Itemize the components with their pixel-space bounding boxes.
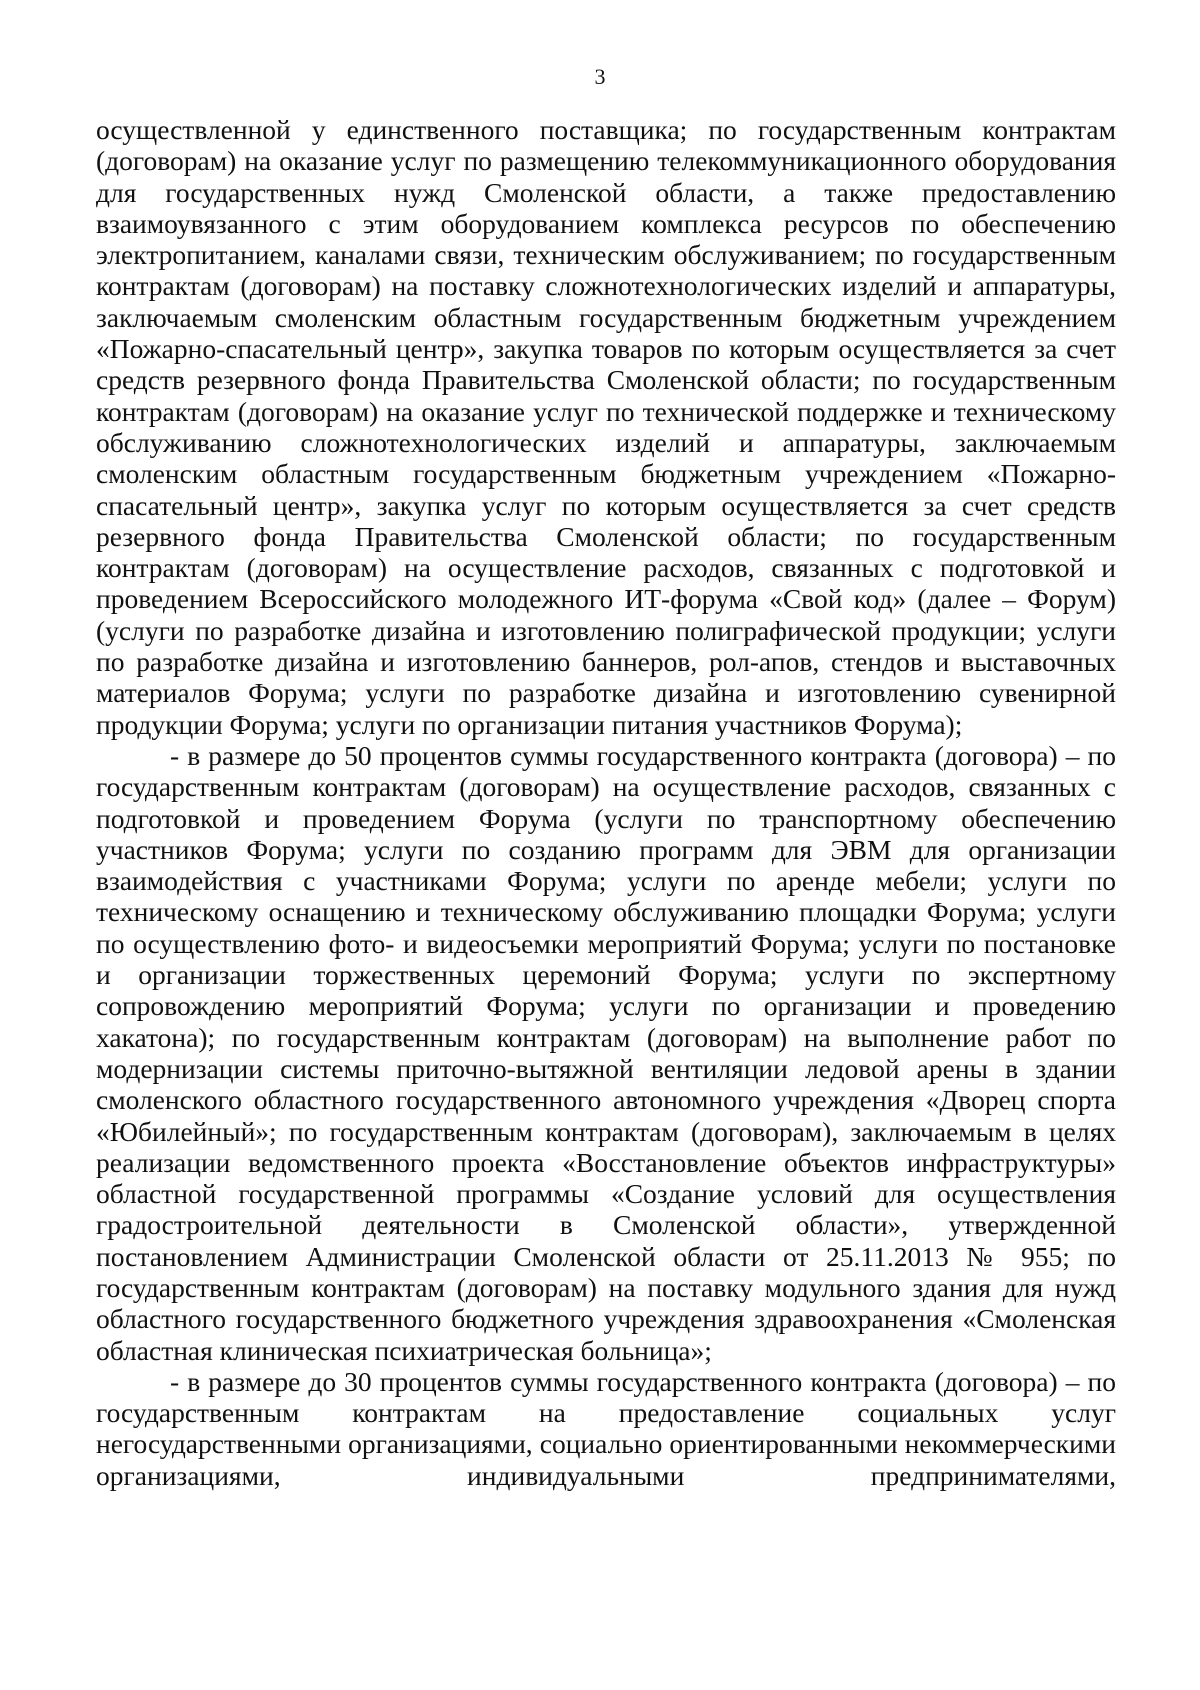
paragraph-50-percent: - в размере до 50 процентов суммы государственного контракта (договора) – по государственным контрактам (договорам) на осуществление расходов, связанных с подготовкой и проведением Форума (услуги по транспортному обеспечению участников Форума; услуги по созданию программ для ЭВМ для организации взаимодействия с участниками Форума; услуги по аренде мебели; услуги по техническому оснащению и техническому обслуживанию площадки Форума; услуги по осуществлению фото- и видеосъемки мероприятий Форума; услуги по постановке и организации торжественных церемоний Форума; услуги по экспертному сопровождению мероприятий Форума; услуги по организации и проведению хакатона); по государственным контрактам (договорам) на выполнение работ по модернизации системы приточно-вытяжной вентиляции ледовой арены в здании смоленского областного государственного автономного учреждения «Дворец спорта «Юбилейный»; по государственным контрактам (договорам), заключаемым в целях реализации ведомственного проекта «Восстановление объектов инфраструктуры» областной государственной программы «Создание условий для осуществления градостроительной деятельности в Смоленской области», утвержденной постановлением Администрации Смоленской области от 25.11.2013 № 955; по государственным контрактам (договорам) на поставку модульного здания для нужд областного государственного бюджетного учреждения здравоохранения «Смоленская областная клиническая психиатрическая больница»; [96,739,1116,1366]
page-number: 3 [594,64,606,89]
document-body [96,114,1116,1491]
paragraph-continuation: осуществленной у единственного поставщика; по государственным контрактам (договорам) на оказание услуг по размещению телекоммуникационного оборудования для государственных нужд Смоленской области, а также предоставлению взаимоувязанного с этим оборудованием комплекса ресурсов по обеспечению электропитанием, каналами связи, техническим обслуживанием; по государственным контрактам (договорам) на поставку сложнотехнологических изделий и аппаратуры, заключаемым смоленским областным государственным бюджетным учреждением «Пожарно-спасательный центр», закупка товаров по которым осуществляется за счет средств резервного фонда Правительства Смоленской области; по государственным контрактам (договорам) на оказание услуг по технической поддержке и техническому обслуживанию сложнотехнологических изделий и аппаратуры, заключаемым смоленским областным государственным бюджетным учреждением «Пожарно-спасательный центр», закупка услуг по которым осуществляется за счет средств резервного фонда Правительства Смоленской области; по государственным контрактам (договорам) на осуществление расходов, связанных с подготовкой и проведением Всероссийского молодежного ИТ-форума «Свой код» (далее – Форум) (услуги по разработке дизайна и изготовлению полиграфической продукции; услуги по разработке дизайна и изготовлению баннеров, рол-апов, стендов и выставочных материалов Форума; услуги по разработке дизайна и изготовлению сувенирной продукции Форума; услуги по организации питания участников Форума); [96,114,1116,740]
paragraph-30-percent: - в размере до 30 процентов суммы государственного контракта (договора) – по государственным контрактам на предоставление социальных услуг негосударственными организациями, социально ориентированными некоммерческими организациями, индивидуальными предпринимателями, [96,1365,1116,1491]
